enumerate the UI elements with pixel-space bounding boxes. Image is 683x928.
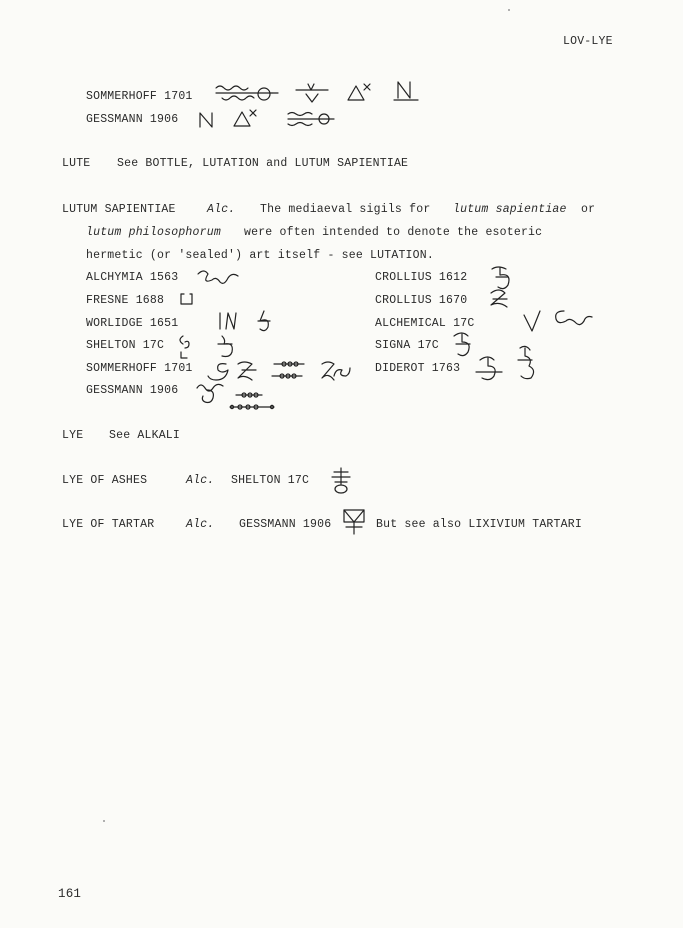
entry-term: LUTUM SAPIENTIAE [62, 203, 176, 216]
entry-text: See BOTTLE, LUTATION and LUTUM SAPIENTIAE [117, 157, 409, 170]
entry-text-italic: lutum philosophorum [86, 226, 221, 239]
sigil-gessmann-2 [230, 106, 260, 130]
sigil-signa [450, 330, 476, 358]
source-label: WORLIDGE 1651 [86, 317, 179, 330]
entry-text-italic: lutum sapientiae [453, 203, 567, 216]
source-label: SHELTON 17C [86, 339, 165, 352]
source-label: DIDEROT 1763 [375, 362, 461, 375]
sigil-alchymia [194, 266, 244, 288]
entry-text: See ALKALI [109, 429, 181, 442]
sigil-gessmann-1 [196, 109, 218, 131]
source-label: ALCHEMICAL 17C [375, 317, 475, 330]
sigil-gessmann-a [193, 380, 227, 408]
sigil-fresne [179, 291, 195, 307]
sigil-sommerhoff-3 [344, 80, 374, 104]
source-label: CROLLIUS 1612 [375, 271, 468, 284]
sigil-sommerhoff-b [234, 360, 262, 386]
source-label: CROLLIUS 1670 [375, 294, 468, 307]
entry-category: Alc. [207, 203, 236, 216]
entry-term: LUTE [62, 157, 91, 170]
entry-text: The mediaeval sigils for [260, 203, 431, 216]
entry-text: hermetic (or 'sealed') art itself - see LUTATION. [86, 249, 434, 262]
sigil-alchemical-2 [550, 305, 594, 333]
sigil-worlidge-1 [216, 309, 242, 333]
sigil-shelton-2 [214, 334, 238, 360]
sigil-worlidge-2 [254, 309, 276, 335]
page-number: 161 [58, 887, 82, 901]
entry-term: LYE [62, 429, 84, 442]
sigil-crollius-1670 [485, 287, 515, 315]
sigil-sommerhoff-4 [392, 78, 420, 104]
sigil-diderot-1 [474, 352, 504, 384]
page-header: LOV-LYE [563, 35, 613, 48]
source-label: GESSMANN 1906 [239, 518, 332, 531]
sigil-lye-of-ashes [330, 466, 352, 496]
sigil-sommerhoff-1 [212, 80, 282, 106]
source-label: SIGNA 17C [375, 339, 439, 352]
sigil-diderot-2 [514, 344, 536, 382]
sigil-shelton-1 [175, 332, 195, 360]
entry-category: Alc. [186, 518, 215, 531]
paper-speck [103, 820, 105, 822]
sigil-sommerhoff-d [318, 360, 352, 386]
source-label: ALCHYMIA 1563 [86, 271, 179, 284]
source-label: GESSMANN 1906 [86, 113, 179, 126]
paper-speck [508, 9, 510, 11]
source-label: SHELTON 17C [231, 474, 310, 487]
source-label: SOMMERHOFF 1701 [86, 362, 193, 375]
source-label: SOMMERHOFF 1701 [86, 90, 193, 103]
sigil-sommerhoff-2 [294, 82, 330, 104]
sigil-alchemical-1 [522, 309, 544, 335]
entry-term: LYE OF TARTAR [62, 518, 155, 531]
source-label: GESSMANN 1906 [86, 384, 179, 397]
entry-category: Alc. [186, 474, 215, 487]
entry-text: or [581, 203, 596, 216]
sigil-gessmann-3 [284, 108, 340, 130]
entry-term: LYE OF ASHES [62, 474, 148, 487]
entry-text: were often intended to denote the esoteric [244, 226, 543, 239]
source-label: FRESNE 1688 [86, 294, 165, 307]
entry-text: But see also LIXIVIUM TARTARI [376, 518, 582, 531]
sigil-gessmann-b [226, 388, 278, 414]
sigil-sommerhoff-c [268, 357, 316, 387]
sigil-lye-of-tartar [342, 508, 366, 536]
